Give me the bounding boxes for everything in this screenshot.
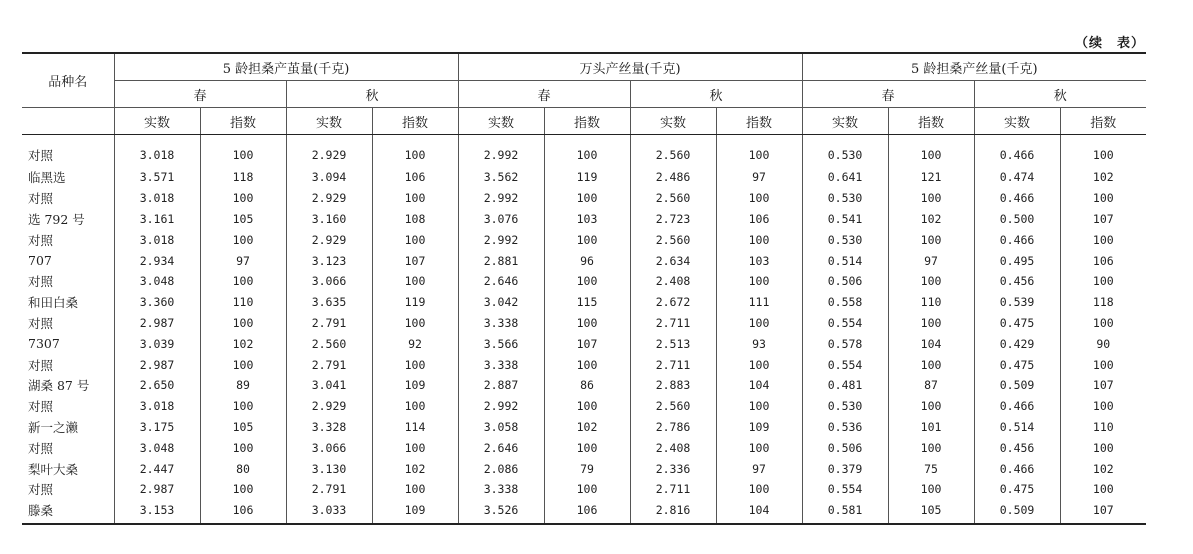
index-value-cell: 90 [1060, 333, 1146, 354]
subcol-header: 实数 [286, 108, 372, 135]
index-value-cell: 100 [372, 396, 458, 417]
index-value-cell: 100 [716, 135, 802, 168]
group-header-silk-yield: 5 龄担桑产丝量(千克) [802, 53, 1146, 81]
actual-value-cell: 0.530 [802, 188, 888, 209]
actual-value-cell: 0.530 [802, 135, 888, 168]
index-value-cell: 100 [1060, 229, 1146, 250]
table-row [22, 333, 1146, 354]
actual-value-cell: 0.554 [802, 354, 888, 375]
season-header: 秋 [974, 81, 1146, 108]
actual-value-cell: 0.500 [974, 209, 1060, 230]
index-value-cell: 103 [544, 209, 630, 230]
index-value-cell: 102 [1060, 458, 1146, 479]
actual-value-cell: 2.711 [630, 313, 716, 334]
index-value-cell: 107 [372, 250, 458, 271]
actual-value-cell: 3.048 [114, 271, 200, 292]
table-row [22, 250, 1146, 271]
actual-value-cell: 3.018 [114, 229, 200, 250]
group-header-cocoon-yield: 5 龄担桑产茧量(千克) [114, 53, 458, 81]
actual-value-cell: 0.536 [802, 417, 888, 438]
index-value-cell: 100 [888, 396, 974, 417]
index-value-cell: 100 [200, 396, 286, 417]
actual-value-cell: 2.987 [114, 479, 200, 500]
actual-value-cell: 2.791 [286, 313, 372, 334]
actual-value-cell: 3.058 [458, 417, 544, 438]
index-value-cell: 109 [716, 417, 802, 438]
actual-value-cell: 3.338 [458, 313, 544, 334]
subcol-header: 实数 [458, 108, 544, 135]
variety-name-cell: 滕桑 [22, 500, 114, 524]
index-value-cell: 102 [1060, 167, 1146, 188]
actual-value-cell: 0.541 [802, 209, 888, 230]
index-value-cell: 100 [888, 229, 974, 250]
actual-value-cell: 3.360 [114, 292, 200, 313]
variety-name-cell: 选 792 号 [28, 211, 85, 227]
index-value-cell: 100 [888, 313, 974, 334]
actual-value-cell: 0.474 [974, 167, 1060, 188]
actual-value-cell: 2.634 [630, 250, 716, 271]
index-value-cell: 97 [716, 458, 802, 479]
actual-value-cell: 3.571 [114, 167, 200, 188]
table-row [22, 396, 1146, 417]
actual-value-cell: 3.123 [286, 250, 372, 271]
index-value-cell: 106 [200, 500, 286, 524]
actual-value-cell: 0.481 [802, 375, 888, 396]
table-row [22, 313, 1146, 334]
index-value-cell: 100 [200, 354, 286, 375]
actual-value-cell: 3.338 [458, 479, 544, 500]
actual-value-cell: 0.578 [802, 333, 888, 354]
index-value-cell: 100 [200, 313, 286, 334]
actual-value-cell: 2.987 [114, 354, 200, 375]
actual-value-cell: 2.929 [286, 229, 372, 250]
actual-value-cell: 2.786 [630, 417, 716, 438]
index-value-cell: 100 [372, 354, 458, 375]
index-value-cell: 106 [716, 209, 802, 230]
actual-value-cell: 3.161 [114, 209, 200, 230]
index-value-cell: 100 [372, 313, 458, 334]
index-value-cell: 93 [716, 333, 802, 354]
actual-value-cell: 3.076 [458, 209, 544, 230]
index-value-cell: 105 [200, 417, 286, 438]
actual-value-cell: 2.711 [630, 479, 716, 500]
actual-value-cell: 2.723 [630, 209, 716, 230]
actual-value-cell: 2.816 [630, 500, 716, 524]
actual-value-cell: 3.328 [286, 417, 372, 438]
actual-value-cell: 0.466 [974, 135, 1060, 168]
header-spacer [22, 108, 114, 135]
index-value-cell: 100 [1060, 271, 1146, 292]
actual-value-cell: 3.042 [458, 292, 544, 313]
variety-header: 品种名 [22, 53, 114, 108]
subcol-header: 指数 [888, 108, 974, 135]
actual-value-cell: 2.711 [630, 354, 716, 375]
actual-value-cell: 0.641 [802, 167, 888, 188]
actual-value-cell: 3.153 [114, 500, 200, 524]
actual-value-cell: 2.934 [114, 250, 200, 271]
actual-value-cell: 0.514 [974, 417, 1060, 438]
actual-value-cell: 2.929 [286, 135, 372, 168]
index-value-cell: 104 [716, 500, 802, 524]
actual-value-cell: 0.379 [802, 458, 888, 479]
index-value-cell: 100 [372, 188, 458, 209]
subcol-header: 指数 [372, 108, 458, 135]
variety-name-cell: 对照 [28, 440, 54, 456]
index-value-cell: 121 [888, 167, 974, 188]
actual-value-cell: 3.130 [286, 458, 372, 479]
index-value-cell: 100 [544, 313, 630, 334]
variety-name-cell: 梨叶大桑 [28, 461, 79, 477]
actual-value-cell: 3.066 [286, 437, 372, 458]
actual-value-cell: 0.514 [802, 250, 888, 271]
index-value-cell: 100 [1060, 437, 1146, 458]
subcol-header: 指数 [716, 108, 802, 135]
table-row [22, 135, 1146, 168]
index-value-cell: 105 [888, 500, 974, 524]
index-value-cell: 100 [544, 188, 630, 209]
actual-value-cell: 2.791 [286, 479, 372, 500]
actual-value-cell: 2.883 [630, 375, 716, 396]
actual-value-cell: 2.929 [286, 188, 372, 209]
index-value-cell: 97 [888, 250, 974, 271]
index-value-cell: 75 [888, 458, 974, 479]
season-header: 秋 [286, 81, 458, 108]
index-value-cell: 79 [544, 458, 630, 479]
actual-value-cell: 3.175 [114, 417, 200, 438]
variety-name-cell: 湖桑 87 号 [28, 378, 90, 394]
index-value-cell: 104 [716, 375, 802, 396]
index-value-cell: 101 [888, 417, 974, 438]
actual-value-cell: 2.646 [458, 437, 544, 458]
actual-value-cell: 0.475 [974, 354, 1060, 375]
actual-value-cell: 3.094 [286, 167, 372, 188]
variety-name-cell: 对照 [28, 399, 54, 415]
index-value-cell: 100 [200, 135, 286, 168]
actual-value-cell: 2.486 [630, 167, 716, 188]
index-value-cell: 115 [544, 292, 630, 313]
index-value-cell: 105 [200, 209, 286, 230]
variety-name-cell: 对照 [28, 482, 54, 498]
index-value-cell: 87 [888, 375, 974, 396]
actual-value-cell: 2.336 [630, 458, 716, 479]
index-value-cell: 100 [372, 479, 458, 500]
index-value-cell: 104 [888, 333, 974, 354]
index-value-cell: 97 [716, 167, 802, 188]
index-value-cell: 106 [372, 167, 458, 188]
index-value-cell: 100 [1060, 135, 1146, 168]
actual-value-cell: 2.560 [630, 396, 716, 417]
variety-name-cell: 临黑选 [28, 170, 66, 186]
index-value-cell: 100 [544, 396, 630, 417]
actual-value-cell: 0.506 [802, 271, 888, 292]
index-value-cell: 100 [716, 479, 802, 500]
actual-value-cell: 0.475 [974, 313, 1060, 334]
actual-value-cell: 3.039 [114, 333, 200, 354]
index-value-cell: 107 [1060, 375, 1146, 396]
actual-value-cell: 0.456 [974, 437, 1060, 458]
index-value-cell: 100 [716, 271, 802, 292]
actual-value-cell: 3.018 [114, 135, 200, 168]
actual-value-cell: 3.018 [114, 396, 200, 417]
actual-value-cell: 0.530 [802, 229, 888, 250]
table-row [22, 458, 1146, 479]
index-value-cell: 100 [544, 135, 630, 168]
actual-value-cell: 0.558 [802, 292, 888, 313]
index-value-cell: 103 [716, 250, 802, 271]
index-value-cell: 97 [200, 250, 286, 271]
variety-name-cell: 对照 [28, 191, 54, 207]
index-value-cell: 110 [200, 292, 286, 313]
subcol-header: 实数 [114, 108, 200, 135]
actual-value-cell: 0.495 [974, 250, 1060, 271]
index-value-cell: 107 [1060, 500, 1146, 524]
actual-value-cell: 2.560 [286, 333, 372, 354]
group-header-silk-per-10000: 万头产丝量(千克) [458, 53, 802, 81]
table-row [22, 354, 1146, 375]
index-value-cell: 100 [888, 479, 974, 500]
index-value-cell: 100 [200, 271, 286, 292]
index-value-cell: 118 [1060, 292, 1146, 313]
index-value-cell: 102 [372, 458, 458, 479]
continuation-note: （续 表） [1074, 36, 1145, 51]
index-value-cell: 118 [200, 167, 286, 188]
variety-name-cell: 对照 [28, 232, 54, 248]
index-value-cell: 100 [200, 229, 286, 250]
actual-value-cell: 3.160 [286, 209, 372, 230]
season-header: 春 [114, 81, 286, 108]
index-value-cell: 111 [716, 292, 802, 313]
actual-value-cell: 3.033 [286, 500, 372, 524]
actual-value-cell: 0.466 [974, 229, 1060, 250]
actual-value-cell: 2.672 [630, 292, 716, 313]
actual-value-cell: 3.018 [114, 188, 200, 209]
index-value-cell: 102 [888, 209, 974, 230]
actual-value-cell: 2.513 [630, 333, 716, 354]
variety-name-cell: 对照 [28, 357, 54, 373]
variety-name-cell: 新一之濑 [28, 419, 79, 435]
variety-name-cell: 7307 [28, 336, 60, 352]
subcol-header: 实数 [974, 108, 1060, 135]
actual-value-cell: 2.791 [286, 354, 372, 375]
index-value-cell: 100 [544, 354, 630, 375]
index-value-cell: 100 [888, 437, 974, 458]
index-value-cell: 100 [1060, 188, 1146, 209]
variety-name-cell: 对照 [28, 274, 54, 290]
actual-value-cell: 2.086 [458, 458, 544, 479]
index-value-cell: 100 [1060, 479, 1146, 500]
subcol-header: 实数 [802, 108, 888, 135]
index-value-cell: 100 [716, 229, 802, 250]
index-value-cell: 100 [372, 437, 458, 458]
table-row [22, 271, 1146, 292]
variety-name-cell: 707 [28, 253, 52, 269]
actual-value-cell: 2.408 [630, 437, 716, 458]
index-value-cell: 100 [372, 271, 458, 292]
actual-value-cell: 2.887 [458, 375, 544, 396]
actual-value-cell: 3.562 [458, 167, 544, 188]
table-row [22, 209, 1146, 230]
actual-value-cell: 3.048 [114, 437, 200, 458]
table-row [22, 292, 1146, 313]
actual-value-cell: 2.992 [458, 135, 544, 168]
index-value-cell: 100 [888, 354, 974, 375]
index-value-cell: 92 [372, 333, 458, 354]
subcol-header: 实数 [630, 108, 716, 135]
index-value-cell: 96 [544, 250, 630, 271]
index-value-cell: 119 [544, 167, 630, 188]
index-value-cell: 100 [200, 479, 286, 500]
table-row [22, 479, 1146, 500]
table-row [22, 229, 1146, 250]
actual-value-cell: 3.041 [286, 375, 372, 396]
actual-value-cell: 0.539 [974, 292, 1060, 313]
index-value-cell: 110 [1060, 417, 1146, 438]
index-value-cell: 100 [716, 188, 802, 209]
table-header [22, 53, 1146, 135]
subcol-header: 指数 [544, 108, 630, 135]
table-body [22, 135, 1146, 524]
actual-value-cell: 0.466 [974, 396, 1060, 417]
season-header: 春 [802, 81, 974, 108]
actual-value-cell: 2.408 [630, 271, 716, 292]
index-value-cell: 107 [544, 333, 630, 354]
actual-value-cell: 2.992 [458, 396, 544, 417]
actual-value-cell: 2.992 [458, 188, 544, 209]
index-value-cell: 100 [1060, 396, 1146, 417]
index-value-cell: 100 [716, 313, 802, 334]
actual-value-cell: 2.992 [458, 229, 544, 250]
index-value-cell: 100 [1060, 313, 1146, 334]
index-value-cell: 114 [372, 417, 458, 438]
table-row [22, 167, 1146, 188]
season-header: 春 [458, 81, 630, 108]
index-value-cell: 100 [372, 229, 458, 250]
actual-value-cell: 3.066 [286, 271, 372, 292]
index-value-cell: 100 [200, 437, 286, 458]
actual-value-cell: 0.475 [974, 479, 1060, 500]
actual-value-cell: 2.881 [458, 250, 544, 271]
index-value-cell: 100 [372, 135, 458, 168]
actual-value-cell: 2.560 [630, 229, 716, 250]
index-value-cell: 100 [716, 437, 802, 458]
index-value-cell: 80 [200, 458, 286, 479]
actual-value-cell: 2.646 [458, 271, 544, 292]
actual-value-cell: 0.466 [974, 458, 1060, 479]
actual-value-cell: 0.506 [802, 437, 888, 458]
actual-value-cell: 0.429 [974, 333, 1060, 354]
index-value-cell: 100 [1060, 354, 1146, 375]
index-value-cell: 100 [888, 271, 974, 292]
actual-value-cell: 0.466 [974, 188, 1060, 209]
table-row [22, 437, 1146, 458]
index-value-cell: 109 [372, 500, 458, 524]
subcol-header: 指数 [1060, 108, 1146, 135]
actual-value-cell: 2.560 [630, 188, 716, 209]
index-value-cell: 100 [716, 396, 802, 417]
index-value-cell: 102 [544, 417, 630, 438]
variety-name-cell: 对照 [28, 148, 54, 163]
index-value-cell: 100 [888, 135, 974, 168]
actual-value-cell: 3.566 [458, 333, 544, 354]
actual-value-cell: 0.554 [802, 313, 888, 334]
index-value-cell: 109 [372, 375, 458, 396]
index-value-cell: 106 [1060, 250, 1146, 271]
index-value-cell: 100 [544, 229, 630, 250]
index-value-cell: 100 [544, 479, 630, 500]
index-value-cell: 106 [544, 500, 630, 524]
actual-value-cell: 0.530 [802, 396, 888, 417]
index-value-cell: 100 [544, 271, 630, 292]
season-header: 秋 [630, 81, 802, 108]
index-value-cell: 102 [200, 333, 286, 354]
actual-value-cell: 2.447 [114, 458, 200, 479]
actual-value-cell: 0.581 [802, 500, 888, 524]
actual-value-cell: 3.526 [458, 500, 544, 524]
actual-value-cell: 0.509 [974, 375, 1060, 396]
actual-value-cell: 2.650 [114, 375, 200, 396]
actual-value-cell: 0.509 [974, 500, 1060, 524]
index-value-cell: 89 [200, 375, 286, 396]
index-value-cell: 108 [372, 209, 458, 230]
index-value-cell: 100 [716, 354, 802, 375]
table-row [22, 500, 1146, 524]
index-value-cell: 100 [888, 188, 974, 209]
actual-value-cell: 3.338 [458, 354, 544, 375]
subcol-header: 指数 [200, 108, 286, 135]
table-row [22, 375, 1146, 396]
index-value-cell: 100 [200, 188, 286, 209]
index-value-cell: 119 [372, 292, 458, 313]
index-value-cell: 86 [544, 375, 630, 396]
actual-value-cell: 2.987 [114, 313, 200, 334]
table-row [22, 417, 1146, 438]
variety-name-cell: 和田白桑 [28, 295, 79, 311]
index-value-cell: 110 [888, 292, 974, 313]
actual-value-cell: 0.456 [974, 271, 1060, 292]
actual-value-cell: 2.560 [630, 135, 716, 168]
actual-value-cell: 3.635 [286, 292, 372, 313]
index-value-cell: 107 [1060, 209, 1146, 230]
variety-name-cell: 对照 [28, 315, 54, 331]
actual-value-cell: 2.929 [286, 396, 372, 417]
index-value-cell: 100 [544, 437, 630, 458]
data-table [22, 52, 1146, 525]
table-row [22, 188, 1146, 209]
actual-value-cell: 0.554 [802, 479, 888, 500]
